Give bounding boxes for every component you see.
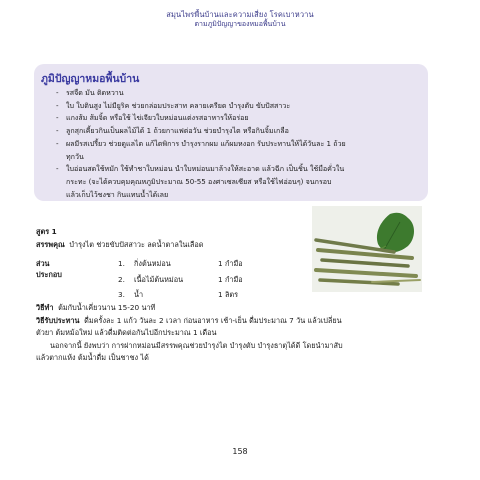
branch-stick — [316, 270, 416, 276]
bullet-text: แกงส้ม ส้มจิ้ด หรือใช้ ไข่เจียวใบหม่อนแต่งรสอาหารให้อร่อย — [66, 113, 249, 123]
wisdom-bullet-list — [56, 87, 424, 201]
wisdom-box-title: ภูมิปัญญาหมอพื้นบ้าน — [41, 73, 140, 85]
usage-continuation: ตัวยา ต้มหม้อใหม่ แล้วดื่มติดต่อกันไปอีกประมาณ 1 เดือน — [36, 328, 217, 338]
note-text: นอกจากนี้ ยังพบว่า การฝากหม่อนมีสรรพคุณช่วยบำรุงไต บำรุงตับ บำรุงธาตุได้ดี โดยนำมาสับ — [50, 340, 343, 350]
bullet-item: - ใบ ใบตินสูง ไม่มียูริค ช่วยกล่อมประสาท คลายเครียด บำรุงตับ ขับปัสสาวะ — [56, 100, 291, 110]
bullet-continuation: กระทะ (จะได้ควบคุมคุณหภูมิประมาณ 50-55 องศาเซลเซียส หรือใช้ไฟอ่อนๆ) จนกรอบ — [66, 176, 332, 186]
bullet-item: - ใบอ่อนสดใช้หมัก ใช้ทำชาใบหม่อน นำใบหม่อนมาล้างให้สะอาด แล้วฉีก เป็นชิ้น ใช้มือคั่วใน กระทะ (จะได้ควบคุมคุณหภูมิประมาณ 50-55 องศาเซลเซียส หรือใช้ไฟอ่อนๆ) จนกรอบ แล้วเก็บไว้ชงชา กินแทนน้ำได้เลย — [56, 163, 424, 201]
ingredient-number: 3. — [118, 290, 125, 299]
mulberry-branches-illustration — [312, 206, 422, 292]
ingredients-label: ส่วนประกอบ — [36, 259, 62, 279]
note-continuation: แล้วตากแห้ง ต้มน้ำดื่ม เป็นชาชง ได้ — [36, 353, 149, 363]
header-subtitle: ตามภูมิปัญญาของหมอพื้นบ้าน — [194, 20, 286, 28]
page-number: 158 — [232, 447, 248, 456]
ingredient-name: เนื้อไม้ต้นหม่อน — [134, 274, 184, 284]
ingredient-quantity: 1 กำมือ — [218, 274, 243, 284]
usage-text: ดื่มครั้งละ 1 แก้ว วันละ 2 เวลา ก่อนอาหาร เช้า-เย็น ดื่มประมาณ 7 วัน แล้วเปลี่ยน — [84, 315, 342, 325]
properties-label: สรรพคุณ — [36, 239, 65, 249]
mulberry-leaf — [377, 213, 414, 253]
ingredient-quantity: 1 กำมือ — [218, 259, 243, 268]
running-header — [0, 10, 480, 29]
bullet-text: ใบ ใบตินสูง ไม่มียูริค ช่วยกล่อมประสาท คลายเครียด บำรุงตับ ขับปัสสาวะ — [66, 100, 291, 110]
usage-label: วิธีรับประทาน — [36, 315, 80, 325]
bullet-text: ลูกสุกเคี้ยวกินเป็นผลไม้ได้ 1 ถ้วยกาแฟต่อวัน ช่วยบำรุงไต หรือกินจิ้มเกลือ — [66, 126, 289, 136]
ingredient-number: 1. — [118, 259, 125, 268]
bullet-text: ผลมีรสเปรี้ยว ช่วยดูแลไต แก้ไตพิการ บำรุงรากผม แก้ผมหงอก รับประทานให้ได้วันละ 1 ถ้วย — [66, 138, 346, 148]
formula-title: สูตร 1 — [36, 227, 57, 236]
bullet-item: - ลูกสุกเคี้ยวกินเป็นผลไม้ได้ 1 ถ้วยกาแฟต่อวัน ช่วยบำรุงไต หรือกินจิ้มเกลือ — [56, 126, 289, 136]
mulberry-branches-photo — [312, 206, 422, 292]
ingredient-row — [118, 275, 338, 291]
bullet-text: ใบอ่อนสดใช้หมัก ใช้ทำชาใบหม่อน นำใบหม่อนมาล้างให้สะอาด แล้วฉีก เป็นชิ้น ใช้มือคั่วใน — [66, 164, 345, 174]
bullet-item: - ผลมีรสเปรี้ยว ช่วยดูแลไต แก้ไตพิการ บำรุงรากผม แก้ผมหงอก รับประทานให้ได้วันละ 1 ถ้วย ทุกวัน — [56, 138, 424, 163]
branch-stick — [322, 260, 408, 266]
method-text: ต้มกับน้ำเคี่ยวนาน 15-20 นาที — [58, 303, 156, 312]
bullet-item: - แกงส้ม ส้มจิ้ด หรือใช้ ไข่เจียวใบหม่อนแต่งรสอาหารให้อร่อย — [56, 113, 249, 123]
bullet-text: รสจืด มัน ติดหวาน — [66, 88, 124, 97]
header-title: สมุนไพรพื้นบ้านและความเสี่ยง โรคเบาหวาน — [166, 10, 314, 19]
ingredient-number: 2. — [118, 274, 125, 284]
ingredient-quantity: 1 ลิตร — [218, 290, 239, 299]
bullet-continuation: แล้วเก็บไว้ชงชา กินแทนน้ำได้เลย — [66, 189, 169, 199]
ingredient-name: กิ่งต้นหม่อน — [134, 259, 171, 268]
method-label: วิธีทำ — [36, 303, 54, 312]
bullet-continuation: ทุกวัน — [66, 151, 84, 161]
method-section — [36, 302, 446, 365]
properties-text: บำรุงไต ช่วยขับปัสสาวะ ลดน้ำตาลในเลือด — [69, 239, 204, 249]
ingredient-row — [118, 259, 338, 275]
formula-section — [36, 226, 204, 251]
ingredient-name: น้ำ — [134, 290, 144, 299]
bullet-item: - รสจืด มัน ติดหวาน — [56, 88, 124, 97]
